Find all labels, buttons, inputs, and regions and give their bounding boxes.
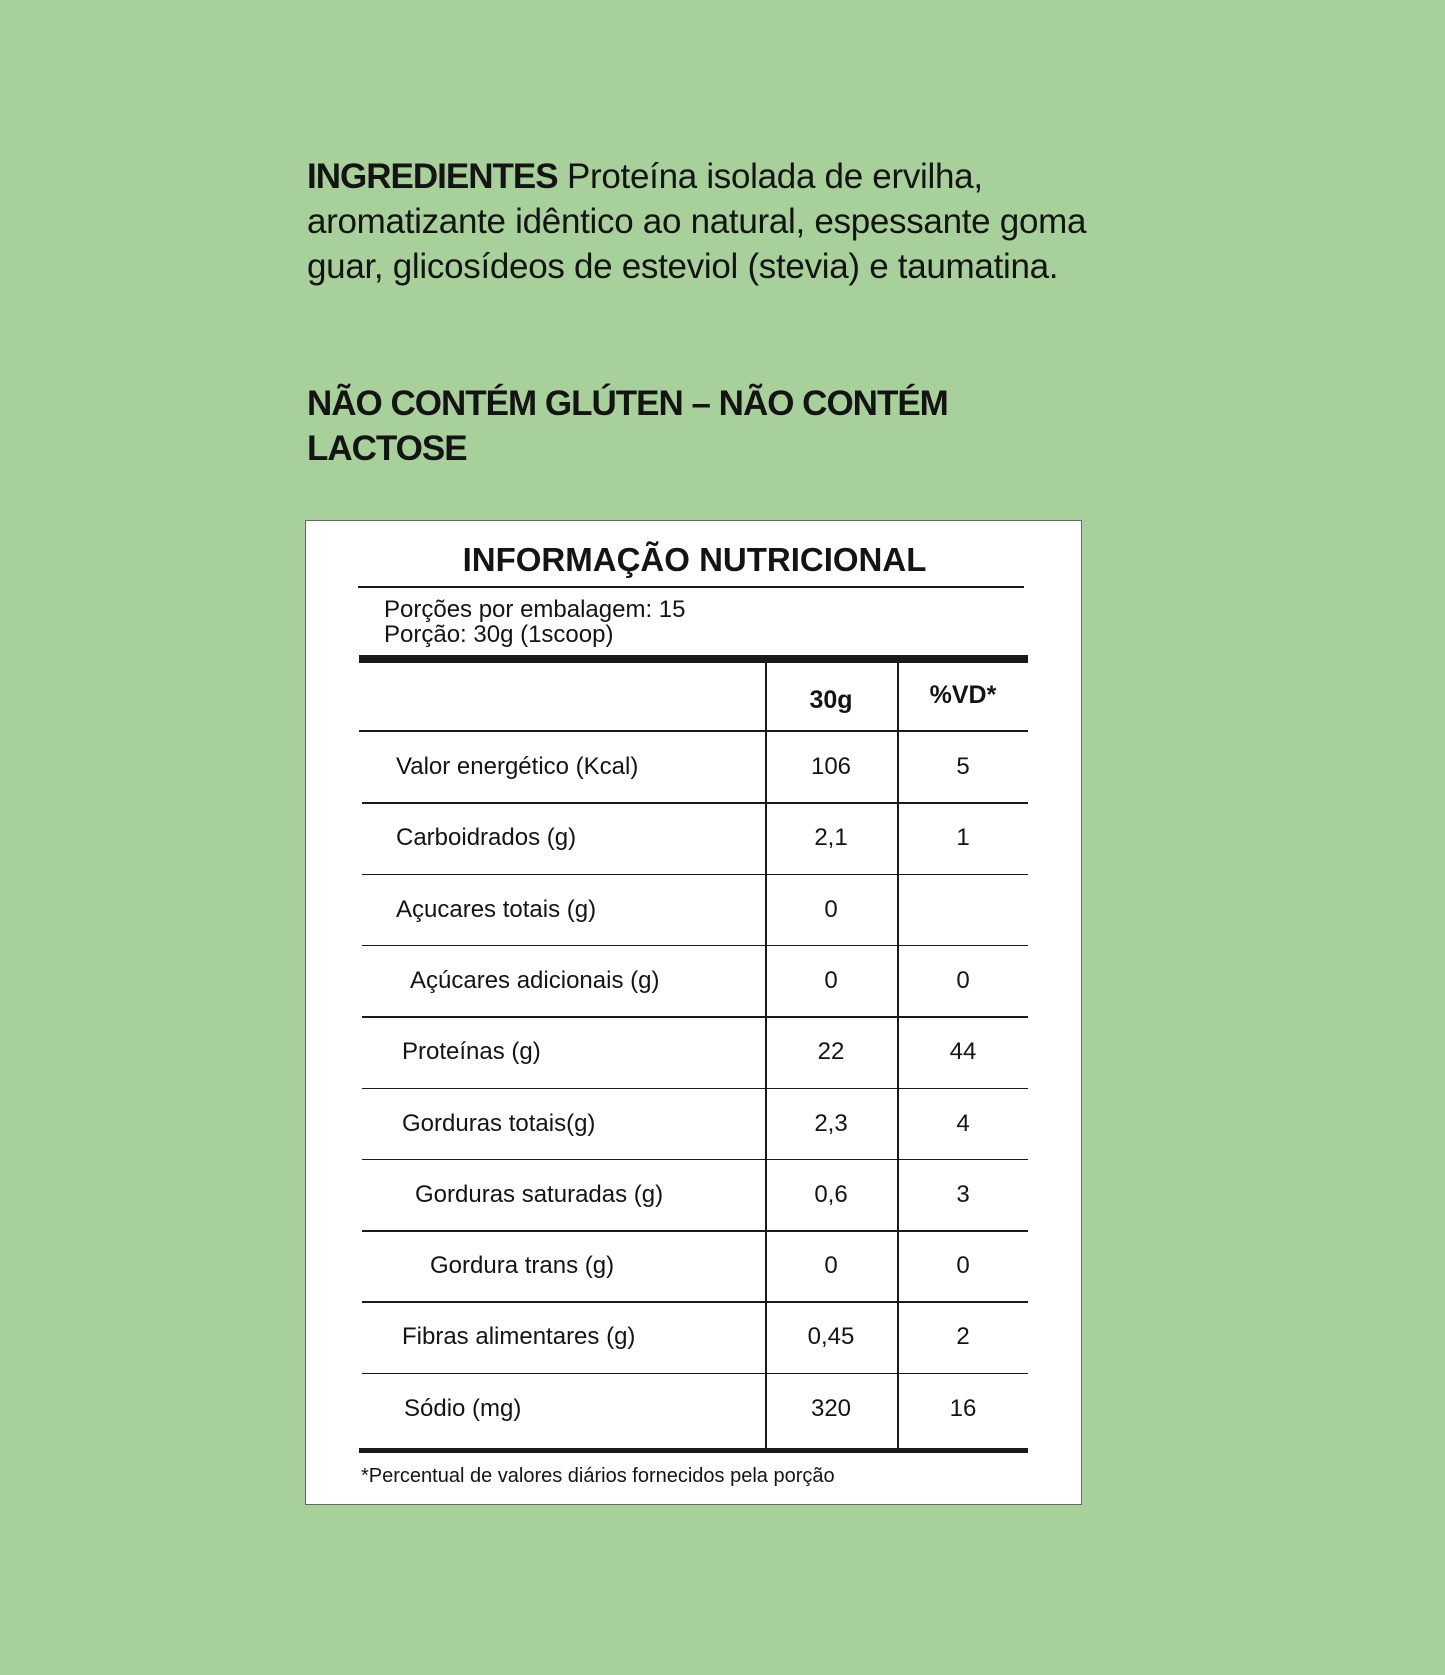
- nutrient-dv: 0: [956, 1252, 970, 1280]
- divider: [362, 1088, 1028, 1090]
- nutrient-amount: 0: [824, 895, 838, 923]
- divider: [362, 802, 1028, 804]
- divider: [359, 730, 1028, 732]
- nutrient-dv: 4: [956, 1109, 970, 1137]
- nutrient-dv: 16: [949, 1394, 977, 1422]
- nutrient-amount: 0: [824, 966, 838, 994]
- divider: [358, 586, 1024, 588]
- nutrient-amount: 2,1: [814, 824, 848, 852]
- nutrition-facts-table: [305, 520, 1082, 1505]
- nutrient-dv: 1: [956, 824, 970, 852]
- nutrient-label: Fibras alimentares (g): [402, 1323, 636, 1351]
- nutrient-amount: 0,45: [807, 1323, 855, 1351]
- divider: [362, 1016, 1028, 1018]
- divider: [362, 1230, 1028, 1232]
- divider: [362, 874, 1028, 876]
- divider: [362, 1301, 1028, 1303]
- nutrient-label: Açúcares adicionais (g): [410, 966, 660, 994]
- nutrient-amount: 2,3: [814, 1109, 848, 1137]
- servings-per-package: Porções por embalagem: 15: [384, 596, 686, 623]
- nutrient-dv: 3: [956, 1180, 970, 1208]
- nutrient-label: Proteínas (g): [402, 1038, 541, 1066]
- nutrition-title: INFORMAÇÃO NUTRICIONAL: [462, 541, 927, 578]
- divider: [362, 1373, 1028, 1375]
- nutrient-label: Sódio (mg): [404, 1394, 522, 1422]
- nutrient-label: Gordura trans (g): [430, 1252, 615, 1280]
- divider: [362, 1159, 1028, 1161]
- allergen-notice: NÃO CONTÉM GLÚTEN – NÃO CONTÉM LACTOSE: [307, 384, 948, 468]
- nutrient-label: Gorduras totais(g): [402, 1109, 596, 1137]
- thick-divider: [359, 655, 1028, 663]
- ingredients-list: Proteína isolada de ervilha, aromatizante idêntico ao natural, espessante goma guar, glicosídeos de esteviol (stevia) e taumatina.: [307, 157, 1087, 286]
- nutrient-amount: 22: [817, 1038, 845, 1066]
- nutrient-dv: 5: [956, 753, 970, 780]
- nutrient-dv: 44: [949, 1038, 977, 1066]
- nutrient-amount: 0,6: [814, 1180, 848, 1208]
- nutrient-dv: 0: [956, 966, 970, 994]
- nutrient-amount: 106: [810, 753, 852, 780]
- divider: [362, 945, 1028, 947]
- nutrient-label: Valor energético (Kcal): [396, 753, 639, 780]
- ingredients-text: [307, 154, 1107, 289]
- nutrient-amount: 0: [824, 1252, 838, 1280]
- nutrient-label: Açucares totais (g): [396, 895, 597, 923]
- nutrient-label: Gorduras saturadas (g): [415, 1180, 664, 1208]
- column-header-amount: 30g: [809, 686, 853, 714]
- footnote: *Percentual de valores diários fornecidos pela porção: [361, 1465, 835, 1487]
- nutrient-dv: 2: [956, 1323, 970, 1351]
- nutrient-amount: 320: [810, 1394, 852, 1422]
- ingredients-heading: INGREDIENTES: [307, 157, 558, 196]
- thick-divider: [359, 1448, 1028, 1453]
- column-header-dv: %VD*: [929, 681, 997, 709]
- nutrient-label: Carboidrados (g): [396, 824, 577, 852]
- serving-size: Porção: 30g (1scoop): [384, 621, 614, 648]
